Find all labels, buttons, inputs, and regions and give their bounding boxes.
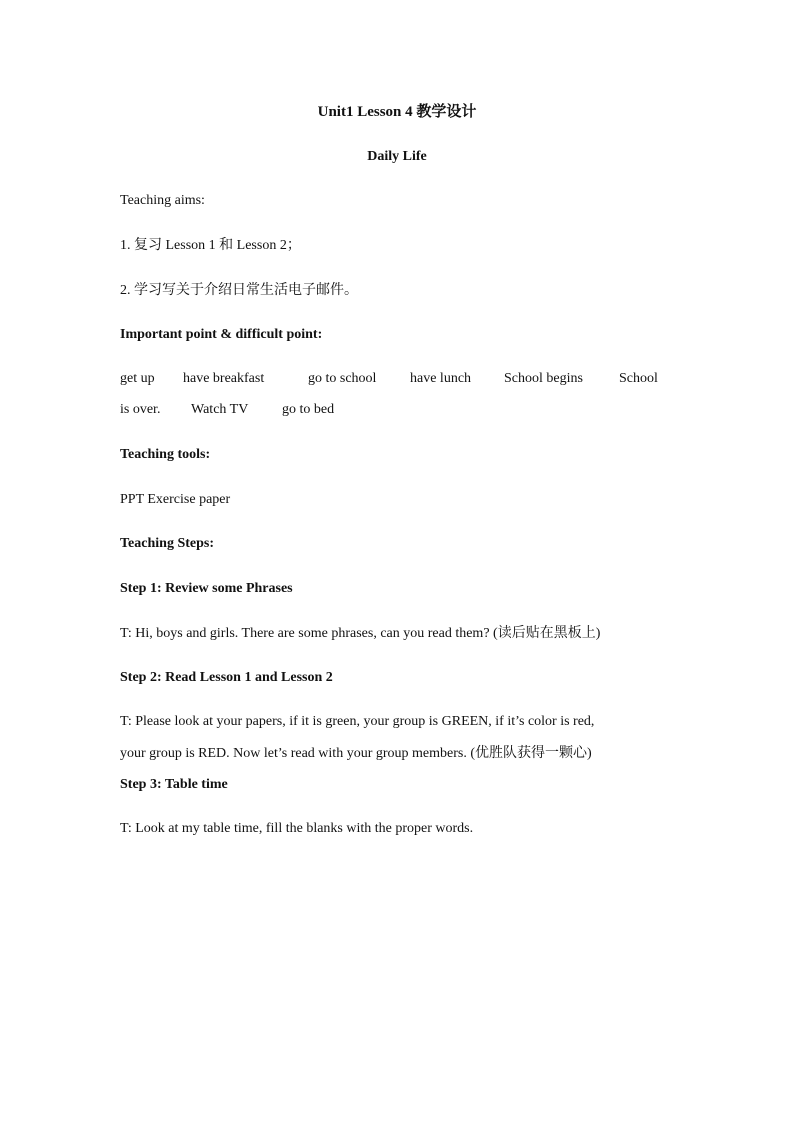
phrase-item: go to bed <box>282 402 335 417</box>
teaching-steps-heading: Teaching Steps: <box>120 536 215 551</box>
page-subtitle: Daily Life <box>367 149 427 164</box>
step-3-text: T: Look at my table time, fill the blanks with the proper words. <box>120 821 474 836</box>
phrase-item: get up <box>120 371 155 386</box>
aim-item-2: 2. 学习写关于介绍日常生活电子邮件。 <box>120 283 358 298</box>
teaching-tools-text: PPT Exercise paper <box>120 492 231 507</box>
phrases-row-2 <box>120 402 665 420</box>
step-1-heading: Step 1: Review some Phrases <box>120 581 293 596</box>
important-points-heading: Important point & difficult point: <box>120 327 323 342</box>
phrases-row-1 <box>120 371 665 389</box>
phrase-item: is over. <box>120 402 161 417</box>
step-2-text-line-2: your group is RED. Now let’s read with your group members. (优胜队获得一颗心) <box>120 746 592 761</box>
step-2-heading: Step 2: Read Lesson 1 and Lesson 2 <box>120 670 333 685</box>
step-1-text: T: Hi, boys and girls. There are some phrases, can you read them? (读后贴在黑板上) <box>120 626 601 641</box>
aim-item-1: 1. 复习 Lesson 1 和 Lesson 2； <box>120 238 301 253</box>
teaching-tools-heading: Teaching tools: <box>120 447 211 462</box>
step-3-heading: Step 3: Table time <box>120 777 228 792</box>
teaching-aims-label: Teaching aims: <box>120 193 205 208</box>
phrase-item: go to school <box>308 371 377 386</box>
phrase-item: School <box>619 371 658 386</box>
phrase-item: Watch TV <box>191 402 249 417</box>
phrase-item: School begins <box>504 371 583 386</box>
page-title: Unit1 Lesson 4 教学设计 <box>317 104 477 120</box>
phrase-item: have breakfast <box>183 371 265 386</box>
phrase-item: have lunch <box>410 371 472 386</box>
step-2-text-line-1: T: Please look at your papers, if it is green, your group is GREEN, if it’s color is red, <box>120 714 595 729</box>
